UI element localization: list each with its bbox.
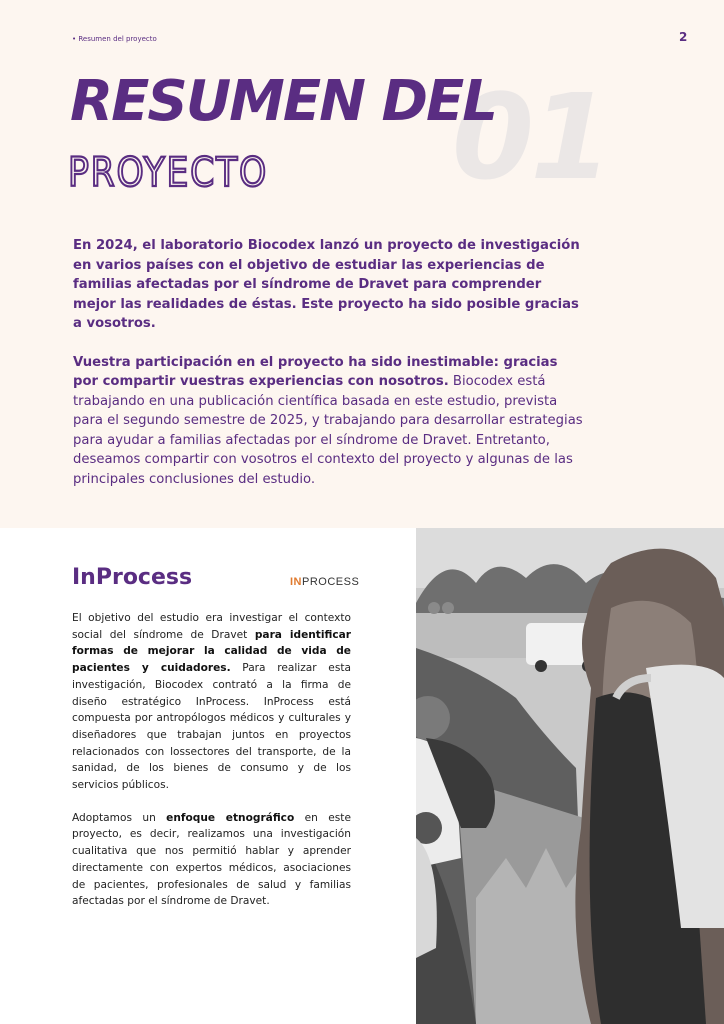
section-paragraph-2: Adoptamos un enfoque etnográfico en este proyecto, es decir, realizamos una investigación cualitativa que nos permitió hablar y aprender directamente con expertos médicos, asociaciones de pacientes, profesionales de salud y familias afectadas por el síndrome de Dravet.: [72, 811, 351, 908]
section-body: [72, 610, 351, 926]
page-subtitle-text: PROYECTO: [68, 150, 268, 196]
intro-text: [73, 236, 587, 508]
intro-thanks: Vuestra participación en el proyecto ha sido inestimable: gracias por compartir vuestras experiencias con nosotros.: [73, 354, 558, 389]
breadcrumb: • Resumen del proyecto: [72, 35, 157, 43]
intro-paragraph-2: [73, 353, 587, 490]
page-title: RESUMEN DEL: [70, 69, 496, 134]
page-subtitle-script: [66, 138, 276, 200]
section-paragraph-1: El objetivo del estudio era investigar el contexto social del síndrome de Dravet para identificar formas de mejorar la calidad de vida de pacientes y cuidadores. Para realizar esta investigación, Biocodex contrató a la firma de diseño estratégico InProcess. InProcess está compuesta por antropólogos médicos y culturales y diseñadores que trabajan juntos en proyectos relacionados con lossectores del transporte, de la sanidad, de los bienes de consumo y de los servicios públicos.: [72, 612, 351, 792]
section-title: InProcess: [72, 565, 193, 590]
inprocess-logo: INPROCESS: [290, 576, 360, 588]
intro-paragraph-1: En 2024, el laboratorio Biocodex lanzó un proyecto de investigación en varios países con el objetivo de estudiar las experiencias de familias afectadas por el síndrome de Dravet para comprender mejor las realidades de éstas. Este proyecto ha sido posible gracias a vosotros.: [73, 238, 580, 331]
section-number: 01: [452, 68, 609, 206]
page-number: 2: [679, 30, 688, 44]
fieldwork-photo: [416, 528, 724, 1024]
intro-context: Biocodex está trabajando en una publicación científica basada en este estudio, prevista para el segundo semestre de 2025, y trabajando para desarrollar estrategias para ayudar a familias afectadas por el síndrome de Dravet. Entretanto, deseamos compartir con vosotros el contexto del proyecto y algunas de las principales conclusiones del estudio.: [73, 374, 583, 487]
